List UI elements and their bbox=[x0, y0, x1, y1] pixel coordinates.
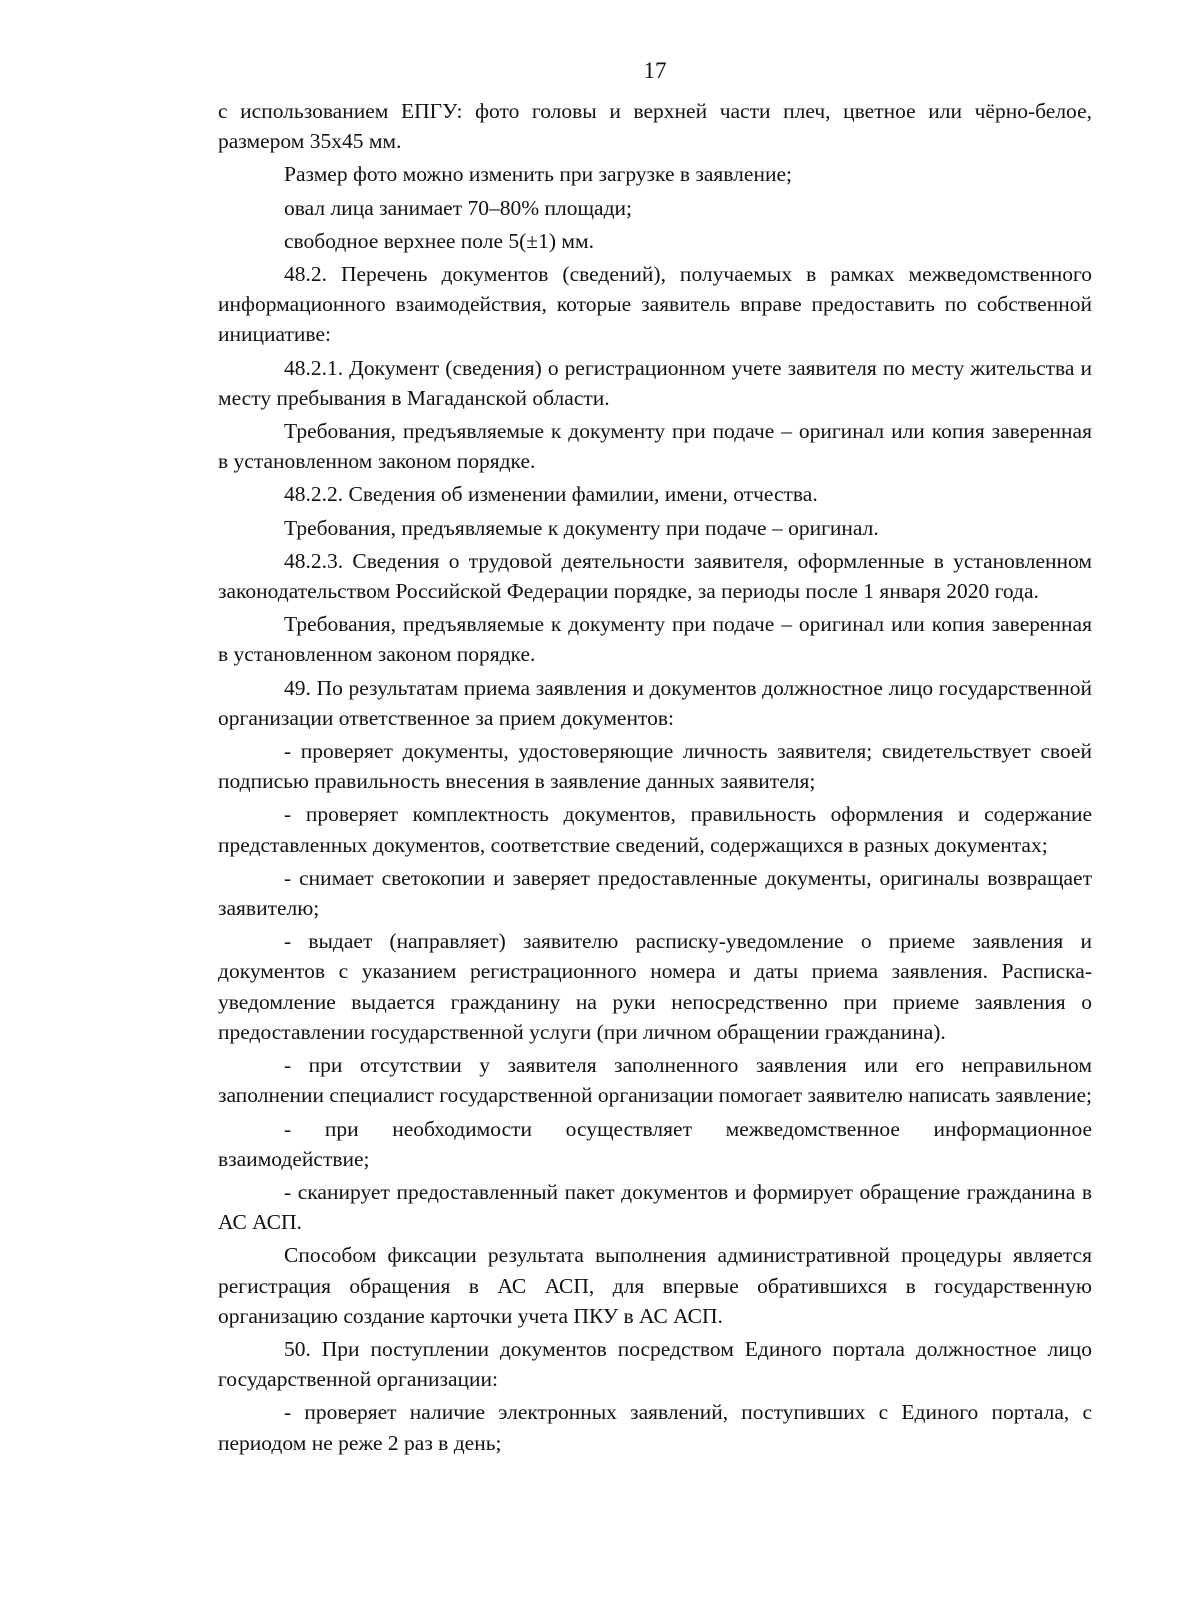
paragraph-50: 50. При поступлении документов посредством Единого портала должностное лицо государственной организации: bbox=[218, 1336, 1092, 1392]
list-item-issue-receipt: - выдает (направляет) заявителю расписку-уведомление о приеме заявления и документов с указанием регистрационного номера и даты приема заявления. Расписка-уведомление выдается гражданину на руки непосредственно при приеме заявления о предоставлении государственной услуги (при личном обращении гражданина). bbox=[218, 929, 1092, 1044]
list-item-check-identity: - проверяет документы, удостоверяющие личность заявителя; свидетельствует своей подписью правильность внесения в заявление данных заявителя; bbox=[218, 739, 1092, 794]
list-item-make-copies: - снимает светокопии и заверяет предоставленные документы, оригиналы возвращает заявителю; bbox=[218, 865, 1092, 921]
paragraph-48-2-2: 48.2.2. Сведения об изменении фамилии, имени, отчества. bbox=[284, 482, 818, 507]
page-number: 17 bbox=[643, 58, 667, 83]
paragraph-48-2-3: 48.2.3. Сведения о трудовой деятельности заявителя, оформленные в установленном законодательством Российской Федерации порядке, за периоды после 1 января 2020 года. bbox=[218, 548, 1092, 604]
paragraph-48-2-1: 48.2.1. Документ (сведения) о регистрационном учете заявителя по месту жительства и месту пребывания в Магаданской области. bbox=[218, 355, 1092, 410]
document-page bbox=[218, 58, 1092, 1458]
paragraph-48-2-2-requirements: Требования, предъявляемые к документу при подаче – оригинал. bbox=[284, 515, 879, 540]
paragraph-photo-requirements: с использованием ЕПГУ: фото головы и верхней части плеч, цветное или чёрно-белое, размером 35х45 мм. bbox=[218, 99, 1092, 154]
paragraph-48-2-1-requirements: Требования, предъявляемые к документу при подаче – оригинал или копия заверенная в установленном законом порядке. bbox=[218, 419, 1092, 474]
paragraph-photo-resize: Размер фото можно изменить при загрузке в заявление; bbox=[284, 162, 792, 187]
list-item-check-completeness: - проверяет комплектность документов, правильность оформления и содержание представленных документов, соответствие сведений, содержащихся в разных документах; bbox=[218, 802, 1092, 857]
list-item-scan-documents: - сканирует предоставленный пакет документов и формирует обращение гражданина в АС АСП. bbox=[218, 1179, 1092, 1235]
list-item-interagency: - при необходимости осуществляет межведомственное информационное взаимодействие; bbox=[218, 1116, 1092, 1171]
paragraph-48-2: 48.2. Перечень документов (сведений), получаемых в рамках межведомственного информационного взаимодействия, которые заявитель вправе предоставить по собственной инициативе: bbox=[218, 262, 1092, 347]
paragraph-49: 49. По результатам приема заявления и документов должностное лицо государственной организации ответственное за прием документов: bbox=[218, 675, 1092, 730]
paragraph-top-margin: свободное верхнее поле 5(±1) мм. bbox=[284, 228, 594, 253]
list-item-check-portal: - проверяет наличие электронных заявлений, поступивших с Единого портала, с периодом не реже 2 раз в день; bbox=[218, 1400, 1092, 1455]
paragraph-face-oval: овал лица занимает 70–80% площади; bbox=[284, 195, 633, 220]
paragraph-result-fixation: Способом фиксации результата выполнения административной процедуры является регистрация обращения в АС АСП, для впервые обратившихся в государственную организацию создание карточки учета ПКУ в АС АСП. bbox=[218, 1243, 1092, 1328]
list-item-help-application: - при отсутствии у заявителя заполненного заявления или его неправильном заполнении специалист государственной организации помогает заявителю написать заявление; bbox=[218, 1053, 1092, 1108]
paragraph-48-2-3-requirements: Требования, предъявляемые к документу при подаче – оригинал или копия заверенная в установленном законом порядке. bbox=[218, 612, 1092, 667]
